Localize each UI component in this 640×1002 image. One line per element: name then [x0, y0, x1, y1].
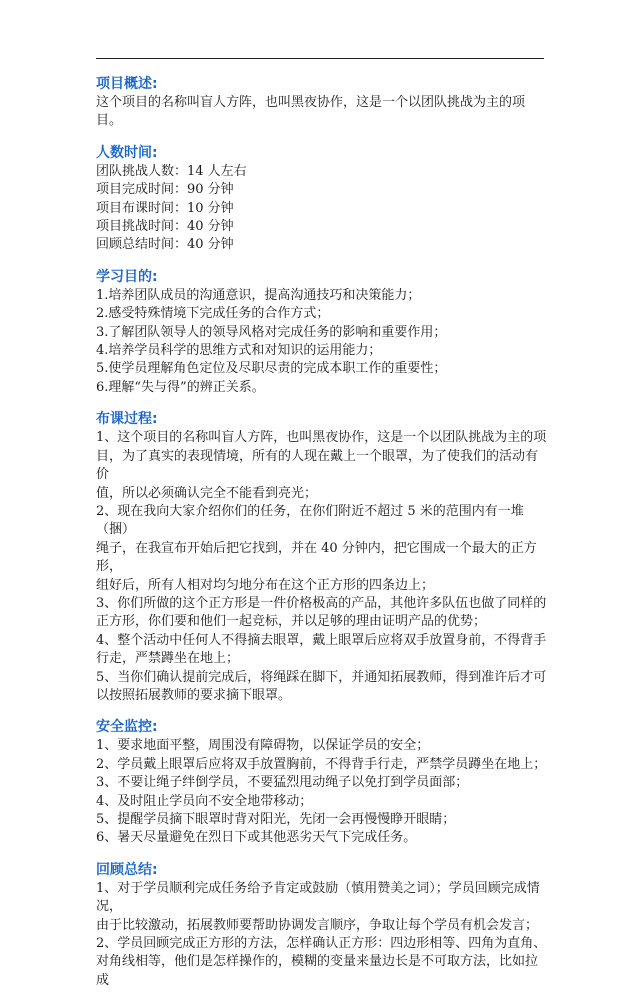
text-line: 绳子，在我宣布开始后把它找到，并在 40 分钟内，把它围成一个最大的正方形， [96, 540, 537, 575]
text-line: 4、及时阻止学员向不安全地带移动； [96, 793, 313, 809]
text-line: 1、对于学员顺利完成任务给予肯定或鼓励（慎用赞美之词）；学员回顾完成情况， [96, 880, 540, 915]
text-line: 组好后，所有人相对均匀地分布在这个正方形的四条边上； [96, 577, 435, 593]
section-review [96, 860, 548, 990]
text-line: 6.理解“失与得”的辨正关系。 [96, 379, 265, 395]
text-line: 5、提醒学员摘下眼罩时背对阳光，先闭一会再慢慢睁开眼睛； [96, 812, 456, 827]
text-line: 4.培养学员科学的思维方式和对知识的运用能力； [96, 343, 382, 359]
section-people-time [96, 143, 548, 255]
section-learning-goals [96, 267, 548, 397]
text-line: 3.了解团队领导人的领导风格对完成任务的影响和重要作用； [96, 324, 447, 340]
text-line: 以按照拓展教师的要求摘下眼罩。 [96, 687, 292, 703]
text-line: 6、暑天尽量避免在烈日下或其他恶劣天气下完成任务。 [96, 830, 417, 846]
text-line: 2.感受特殊情境下完成任务的合作方式； [96, 306, 330, 322]
section-course-process [96, 409, 548, 705]
text-line: 5.使学员理解角色定位及尽职尽责的完成本职工作的重要性； [96, 361, 447, 377]
header-rule [96, 58, 544, 59]
section-overview [96, 74, 548, 131]
section-heading: 布课过程: [96, 411, 158, 428]
text-line: 值，所以必须确认完全不能看到亮光； [96, 485, 318, 501]
text-line: 目，为了真实的表现情境，所有的人现在戴上一个眼罩，为了使我们的活动有价 [96, 448, 539, 483]
text-line: 由于比较激动，拓展教师要帮助协调发言顺序，争取让每个学员有机会发言； [96, 917, 539, 933]
text-line: 这个项目的名称叫盲人方阵，也叫黑夜协作，这是一个以团队挑战为主的项目。 [96, 95, 526, 129]
text-line: 3、不要让绳子绊倒学员，不要猛烈甩动绳子以免打到学员面部； [96, 775, 469, 791]
section-heading: 人数时间: [96, 144, 158, 161]
text-line: 2、现在我向大家介绍你们的任务，在你们附近不超过 5 米的范围内有一堆（捆） [96, 503, 524, 538]
text-line: 3、你们所做的这个正方形是一件价格极高的产品，其他许多队伍也做了同样的 [96, 595, 547, 611]
text-line: 2、学员回顾完成正方形的方法，怎样确认正方形：四边形相等、四角为直角、 [96, 936, 547, 952]
section-heading: 学习目的: [96, 268, 158, 285]
section-heading: 安全监控: [96, 719, 158, 736]
document-body [96, 74, 548, 1002]
section-safety [96, 717, 548, 847]
text-line: 团队挑战人数：14 人左右 [96, 163, 247, 179]
text-line: 项目布课时间：10 分钟 [96, 200, 234, 216]
text-line: 对角线相等，他们是怎样操作的，模糊的变量来量边长是不可取方法，比如拉成 [96, 954, 539, 988]
text-line: 项目挑战时间：40 分钟 [96, 219, 234, 235]
text-line: 4、整个活动中任何人不得摘去眼罩，戴上眼罩后应将双手放置身前，不得背手 [96, 632, 547, 648]
text-line: 项目完成时间：90 分钟 [96, 182, 234, 198]
text-line: 回顾总结时间：40 分钟 [96, 237, 234, 253]
text-line: 1.培养团队成员的沟通意识，提高沟通技巧和决策能力； [96, 287, 421, 303]
text-line: 5、当你们确认提前完成后，将绳踩在脚下，并通知拓展教师，得到准许后才可 [96, 669, 547, 685]
section-heading: 项目概述: [96, 76, 158, 92]
text-line: 正方形，你们要和他们一起竞标，并以足够的理由证明产品的优势； [96, 614, 487, 630]
text-line: 2、学员戴上眼罩后应将双手放置胸前，不得背手行走，严禁学员蹲坐在地上； [96, 756, 547, 772]
text-line: 行走，严禁蹲坐在地上； [96, 651, 240, 667]
section-heading: 回顾总结: [96, 861, 158, 878]
text-line: 1、要求地面平整，周围没有障碍物，以保证学员的安全； [96, 738, 430, 754]
text-line: 1、这个项目的名称叫盲人方阵，也叫黑夜协作，这是一个以团队挑战为主的项 [96, 430, 547, 446]
